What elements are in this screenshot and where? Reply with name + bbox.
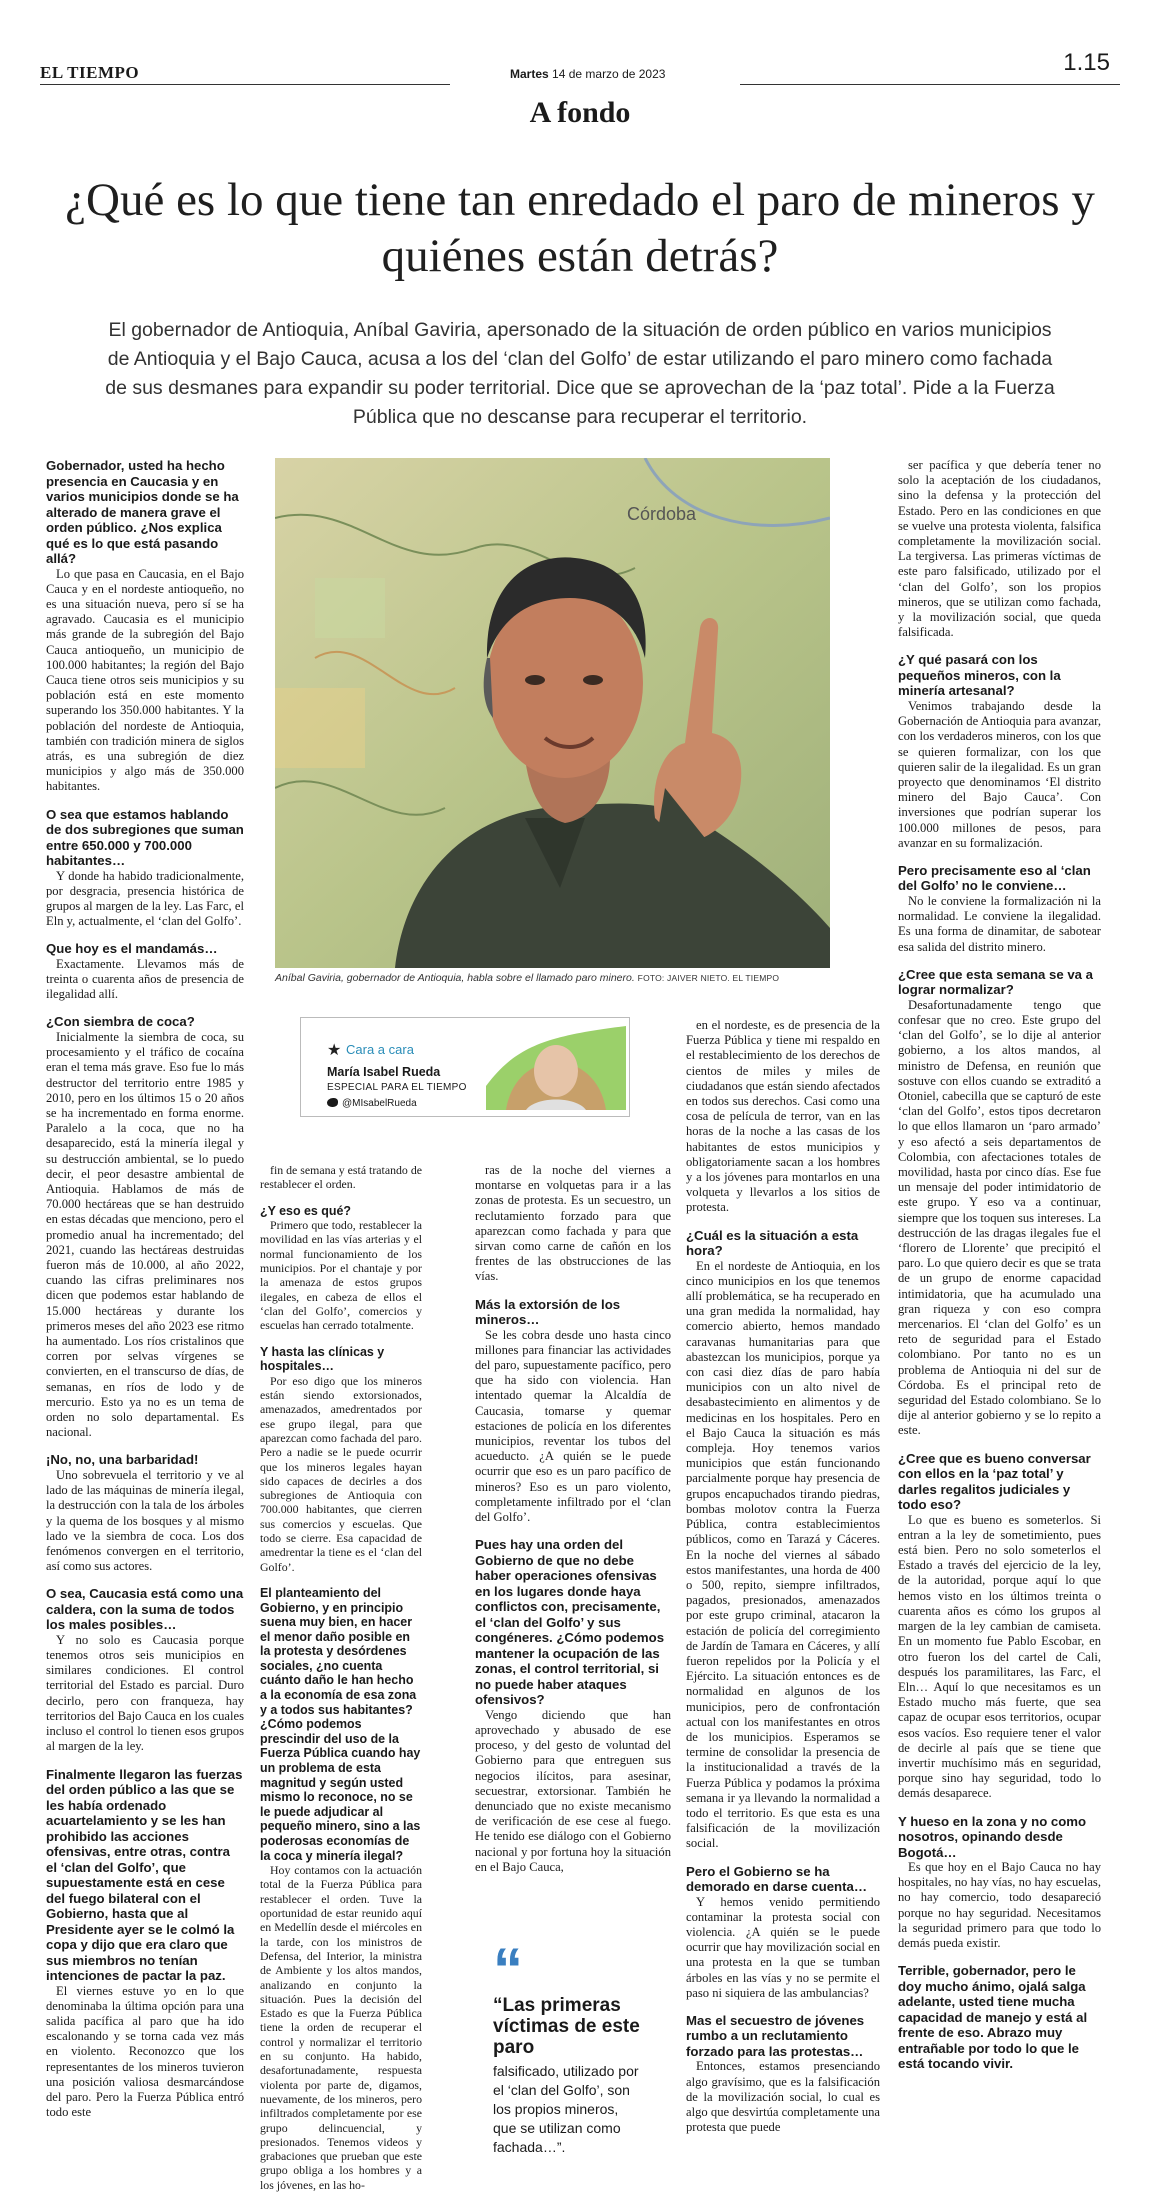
interview-answer: No le conviene la formalización ni la normalidad. Le conviene la ilegalidad. Es una forma de dinamitar, de sabotear esa salida del distrito minero. [898, 893, 1101, 954]
byline-handle-text: @MIsabelRueda [342, 1098, 417, 1109]
interview-question: Y hasta las clínicas y hospitales… [260, 1344, 385, 1374]
photo-credit: FOTO: JAIVER NIETO. EL TIEMPO [637, 973, 780, 983]
interview-question: Más la extorsión de los mineros… [475, 1296, 621, 1328]
article-column-2 [260, 1163, 422, 2192]
author-portrait [486, 1026, 626, 1110]
newspaper-name: EL TIEMPO [40, 63, 140, 82]
pull-quote-main: “Las primeras víctimas de este paro [493, 1995, 640, 2058]
article-column-5 [898, 458, 1101, 2072]
interview-question: Y hueso en la zona y no como nosotros, opinando desde Bogotá… [898, 1813, 1087, 1860]
interview-answer: fin de semana y está tratando de restablecer el orden. [260, 1163, 422, 1192]
article-column-4 [686, 1018, 880, 2136]
interview-question: Mas el secuestro de jóvenes rumbo a un reclutamiento forzado para las protestas… [686, 2012, 865, 2059]
byline-kicker: Cara a cara [346, 1042, 414, 1057]
interview-answer: Primero que todo, restablecer la movilidad en las vías arterias y el normal funcionamiento de los municipios. Por el chantaje y por la amenaza de estos grupos ilegales, en cabeza de ellos el ‘clan del Golfo’, comercios y escuelas han cerrado totalmente. [260, 1218, 422, 1333]
headline: ¿Qué es lo que tiene tan enredado el paro de mineros y quiénes están detrás? [65, 174, 1095, 282]
twitter-icon [327, 1098, 338, 1107]
interview-answer: Y hemos venido permitiendo contaminar la protesta social con violencia. ¿A quién se le puede ocurrir que hay movilización social en una protesta en la que se tumban árboles en las vías y no se permite el paso ni siquiera de las ambulancias? [686, 1894, 880, 2000]
byline-handle [327, 1098, 417, 1109]
interview-question: ¿Cree que es bueno conversar con ellos en la ‘paz total’ y darles regalitos judiciales y todo eso? [898, 1450, 1091, 1513]
interview-question: ¿Cree que esta semana se va a lograr normalizar? [898, 966, 1093, 998]
interview-answer: en el nordeste, es de presencia de la Fuerza Pública y tiene mi respaldo en el restablecimiento de los derechos de cientos de miles y miles de ciudadanos que están siendo afectados en todos sus derechos. Casi como una cosa de película de terror, van en las horas de la noche a las casas de los habitantes de estos municipios y obligatoriamente sacan a los hombres y a los jóvenes para montarlos en una volqueta y llevarlos a los sitios de protesta. [686, 1018, 880, 1215]
interview-question: Pues hay una orden del Gobierno de que no debe haber operaciones ofensivas en los lugares donde haya conflictos con, precisamente, el ‘clan del Golfo’ y sus congéneres. ¿Cómo podemos mantener la ocupación de las zonas, el control territorial, si no puede haber ataques ofensivos? [475, 1537, 665, 1708]
issue-date [510, 67, 665, 81]
interview-answer: Uno sobrevuela el territorio y ve al lado de las máquinas de minería ilegal, la destrucción con la tala de los árboles y la quema de los bosques y al mismo lado ve la siembra de coca. Los dos fenómenos convergen en el territorio, así como sus actores. [46, 1467, 244, 1574]
interview-question: ¿Cuál es la situación a esta hora? [686, 1227, 859, 1259]
masthead-rule-left [40, 84, 450, 85]
interview-answer: Inicialmente la siembra de coca, su procesamiento y el tráfico de cocaína eran el tema más grave. Eso fue lo más destructor del territorio entre 1985 y 2010, pero en los últimos 15 o 20 años se ha incrementado en forma enorme. Paralelo a la coca, que no ha desaparecido, está la minería ilegal y su destrucción ambiental, se lo puedo decir, el peor desastre ambiental de Antioquia. Hablamos de más de 70.000 hectáreas que se han destruido en estas décadas que menciono, pero el promedio anual ha incrementado; del 2021, cuando las hectáreas destruidas fueron más de 10.000, al año 2022, cuando las cifras preliminares nos dicen que podemos estar hablando de 15.000 hectáreas y durante los primeros meses del año 2023 ese ritmo ha aumentado. Los ríos cristalinos que corren por selvas vírgenes se convierten, en el transcurso de días, de semanas, en ríos de lodo y de mercurio. Esto ya no es un tema de orden no solo departamental. Es nacional. [46, 1029, 244, 1440]
photo-caption-text: Aníbal Gaviria, gobernador de Antioquia, habla sobre el llamado paro minero. [275, 972, 635, 984]
interview-question: Que hoy es el mandamás… [46, 941, 218, 957]
governor-photo [275, 458, 830, 968]
page-number: 1.15 [1063, 49, 1110, 76]
interview-answer: Exactamente. Llevamos más de treinta o cuarenta años de presencia de ilegalidad allí. [46, 956, 244, 1002]
masthead [40, 49, 1120, 85]
interview-answer: En el nordeste de Antioquia, en los cinco municipios en los que tenemos allí problemática, se ha recuperado en una gran medida la normalidad, hay comercio abierto, hemos mandado caravanas humanitarias para que abastezcan los municipios, porque ya con casi diez días de paro había municipios con un alto nivel de desabastecimiento en alimentos y de medicinas en los hospitales. Pero en el Bajo Cauca la situación es más compleja. Hoy tenemos varios municipios que están funcionando parcialmente porque hay presencia de grupos encapuchados tirando piedras, bombas molotov contra la Fuerza Pública, contra establecimientos públicos, como en Tarazá y Cáceres. En la noche del viernes al sábado estos manifestantes, una horda de 400 o 500, repito, siempre infiltrados, pagados, presionados, amenazados por este grupo criminal, atacaron la estación de policía del corregimiento de Jardín de Tamara en Cáceres, y allí fueron repelidos por la Policía y el Ejército. La situación entonces es de normalidad en algunos de los municipios, pero de confrontación actual con los manifestantes en otros de los municipios. Esperamos se termine de consolidar la presencia de la institucionalidad a través de la Fuerza Pública y podamos la próxima semana ir ya llevando la normalidad a todo el territorio. Es que esta es una falsificación de la movilización social. [686, 1258, 880, 1851]
interview-answer: Y donde ha habido tradicionalmente, por desgracia, presencia histórica de grupos al margen de la ley. Las Farc, el Eln y, actualmente, el ‘clan del Golfo’. [46, 868, 244, 929]
interview-answer: Venimos trabajando desde la Gobernación de Antioquia para avanzar, con los verdaderos mineros, con los que se quieren formalizar, con los que quieren salir de la ilegalidad. Es un gran proyecto que denominamos ‘El distrito minero del Bajo Cauca’. Con inversiones que podrían superar los 100.000 millones de pesos, para avanzar en su formalización. [898, 698, 1101, 850]
star-icon: ★ [327, 1040, 342, 1059]
issue-date-rest: 14 de marzo de 2023 [552, 67, 666, 81]
interview-answer: Se les cobra desde uno hasta cinco millones para financiar las actividades del paro, supuestamente pacífico, pero que ha sido con violencia. Han intentado quemar la Alcaldía de Caucasia, tomarse y quemar estaciones de policía en los diferentes municipios, reventar los tubos del acueducto. ¿A quién se le puede ocurrir que eso es un paro pacífico de mineros? Eso es un paro violento, completamente infiltrado por el ‘clan del Golfo’. [475, 1327, 671, 1525]
interview-question: O sea, Caucasia está como una caldera, con la suma de todos los males posibles… [46, 1586, 244, 1633]
interview-question: ¿Y eso es qué? [260, 1203, 352, 1218]
photo-caption [275, 972, 855, 984]
lede: El gobernador de Antioquia, Aníbal Gaviria, apersonado de la situación de orden público en varios municipios de Antioquia y el Bajo Cauca, acusa a los del ‘clan del Golfo’ de estar utilizando el paro minero como fachada de sus desmanes para expandir su poder territorial. Dice que se aprovechan de la ‘paz total’. Pide a la Fuerza Pública que no descanse para recuperar el territorio. [105, 319, 1055, 428]
interview-question: Gobernador, usted ha hecho presencia en Caucasia y en varios municipios donde se ha alterado de manera grave el orden público. ¿Nos explica qué es lo que está pasando allá? [46, 458, 239, 566]
interview-question: Pero precisamente eso al ‘clan del Golfo’ no le conviene… [898, 862, 1091, 894]
map-label: Córdoba [627, 504, 697, 524]
interview-answer: Lo que es bueno es someterlos. Si entran a la ley de sometimiento, pues está bien. Pero no solo someterlos el Estado a través del ejercicio de la ley, de la autoridad, porque aquí lo que hemos visto en los últimos treinta o cuarenta años es cómo los grupos al margen de la ley cambian de camiseta. En un momento fue Pablo Escobar, en otro fueron los del cartel de Cali, después los paramilitares, las Farc, el Eln… Aquí lo que necesitamos es un Estado mucho más fuerte, que sea capaz de ocupar esos territorios, ocupar esos vacíos. Eso requiere tener el valor de decirle al país que se tiene que invertir muchísimo más en seguridad, porque sino hay seguridad, todo lo demás desaparece. [898, 1512, 1101, 1801]
interview-answer: Vengo diciendo que han aprovechado y abusado de ese proceso, y del gesto de voluntad del Gobierno para que entreguen sus negocios ilícitos, para asesinar, secuestrar, extorsionar. También he denunciado que no existe mecanismo de verificación de ese cese al fuego. He tenido ese diálogo con el Gobierno nacional y por fortuna hoy la situación en el Bajo Cauca, [475, 1707, 671, 1874]
quote-mark-icon: “ [493, 1936, 523, 2003]
interview-question: El planteamiento del Gobierno, y en principio suena muy bien, en hacer el menor daño posible en la protesta y desórdenes sociales, ¿no cuenta cuánto daño le han hecho a la economía de esa zona y a todos sus habitantes? ¿Cómo podemos prescindir del uso de la Fuerza Pública cuando hay un problema de esta magnitud y según usted mismo lo reconoce, no se le puede adjudicar al pequeño minero, sino a las poderosas economías de la coca y minería ilegal? [260, 1585, 421, 1863]
masthead-rule-right [740, 84, 1120, 85]
interview-question: O sea que estamos hablando de dos subregiones que suman entre 650.000 y 700.000 habitantes… [46, 806, 244, 869]
article-column-3 [475, 1163, 671, 1875]
pull-quote-sub: falsificado, utilizado por el ‘clan del Golfo’, son los propios mineros, que se utilizan como fachada…”. [493, 2063, 639, 2155]
interview-question: ¿Con siembra de coca? [46, 1014, 195, 1030]
interview-question: Terrible, gobernador, pero le doy mucho ánimo, ojalá salga adelante, usted tiene mucha capacidad de manejo y está al frente de eso. Abrazo muy entrañable por todo lo que le está tocando vivir. [898, 1963, 1088, 2072]
interview-answer: Hoy contamos con la actuación total de la Fuerza Pública para restablecer el orden. Tuve la oportunidad de estar reunido aquí en Medellín desde el miércoles en la tarde, con los ministros de Defensa, del Interior, la ministra de Ambiente y los altos mandos, analizando en conjunto la situación. Pues la decisión del Estado es que la Fuerza Pública tiene la orden de recuperar el control y normalizar el territorio en su conjunto. Ha habido, desafortunadamente, respuesta violenta por parte de, digamos, nuevamente, de los mineros, pero infiltrados completamente por ese grupo delincuencial, y presionados. Tenemos videos y grabaciones que prueban que este grupo obliga a los hombres y a los jóvenes, en las ho- [260, 1863, 422, 2192]
governor-photo-illustration [275, 458, 830, 968]
interview-answer: Es que hoy en el Bajo Cauca no hay hospitales, no hay vías, no hay escuelas, no hay comercio, todo desapareció porque no hay seguridad. Necesitamos la seguridad primero para que todo lo demás pueda existir. [898, 1860, 1101, 1951]
article-column-1 [46, 458, 244, 2120]
byline-box [300, 1017, 630, 1117]
section-title: A fondo [529, 96, 631, 129]
byline-name: María Isabel Rueda [327, 1065, 441, 1079]
interview-answer: Y no solo es Caucasia porque tenemos otros seis municipios en similares condiciones. El control territorial del Estado es parcial. Duro decirlo, pero con franqueza, hay territorios del Bajo Cauca en los cuales incluso el control lo tienen esos grupos al margen de la ley. [46, 1632, 244, 1754]
interview-answer: Lo que pasa en Caucasia, en el Bajo Cauca y en el nordeste antioqueño, no es una situación nueva, pero sí se ha agravado. Caucasia es el municipio más grande de la subregión del Bajo Cauca antioqueño, un municipio de 100.000 habitantes; la región del Bajo Cauca tiene otros seis municipios y su población está en este momento superando los 350.000 habitantes. Y la población del nordeste de Antioquia, también con tradición minera de siglos atrás, es una subregión de diez municipios y algo más de 350.000 habitantes. [46, 566, 244, 794]
interview-question: Pero el Gobierno se ha demorado en darse cuenta… [686, 1863, 868, 1895]
interview-answer: Por eso digo que los mineros están siendo extorsionados, amenazados, amedrentados por ese grupo ilegal, para que aparezcan como fachada del paro. Pero a nadie se le puede ocurrir que los mineros legales hayan sido capaces de decirles a dos subregiones de Antioquia con 700.000 habitantes, que cierren sus comercios y escuelas. Que todo se cierre. Esa capacidad de amedrentar la tiene es el ‘clan del Golfo’. [260, 1373, 422, 1574]
interview-question: Finalmente llegaron las fuerzas del orden público a las que se les había ordenado acuartelamiento y se les han prohibido las acciones ofensivas, entre otras, contra el ‘clan del Golfo’, que supuestamente está en cese del fuego bilateral con el Gobierno, hasta que al Presidente ayer se le colmó la copa y dijo que era claro que sus miembros no tenían intenciones de pactar la paz. [46, 1766, 243, 1983]
interview-question: ¿Y qué pasará con los pequeños mineros, con la minería artesanal? [898, 652, 1061, 699]
pull-quote [493, 1936, 643, 2157]
interview-answer: El viernes estuve yo en lo que denominaba la última opción para una salida pacífica al paro que ha ido escalonando y se torna cada vez más en violento. Reconozco que los representantes de los mineros tuvieron una posición valiosa desmarcándose del paro. Pero la Fuerza Pública entró todo este [46, 1983, 244, 2120]
interview-question: ¡No, no, una barbaridad! [46, 1452, 199, 1468]
interview-answer: ser pacífica y que debería tener no solo la aceptación de los ciudadanos, sino la defensa y la protección del Estado. Pero en las condiciones en que se vuelve una protesta violenta, falsifica completamente la movilización social. La tergiversa. Las primeras víctimas de este paro falsificado, utilizado por el ‘clan del Golfo’, son los propios mineros, que se utilizan como fachada, y la movilización social, que queda falsificada. [898, 458, 1101, 640]
issue-day: Martes [510, 67, 549, 81]
interview-answer: ras de la noche del viernes a montarse en volquetas para ir a las zonas de protesta. Es un secuestro, un reclutamiento forzado para que aparezcan como fachada y para que sirvan como carne de cañón en los frentes de las obstrucciones de las vías. [475, 1163, 671, 1284]
interview-answer: Entonces, estamos presenciando algo gravísimo, que es la falsificación de la movilización social, lo cual es algo que desvirtúa completamente una protesta que puede [686, 2059, 880, 2135]
interview-answer: Desafortunadamente tengo que confesar que no creo. Este grupo del ‘clan del Golfo’, se lo dije al anterior gobierno, a los altos mandos, al ministro de Defensa, en reunión que sostuve con ellos cuando se extraditó a Otoniel, cabecilla que se capturó de este ‘clan del Golfo’, estos tipos decretaron lo que ellos llamaron un ‘paro armado’ y eso afectó a seis departamentos de Colombia, con afectaciones totales de movilidad, hasta por cinco días. Ese fue un mensaje del poder intimidatorio de este grupo. Y eso va a continuar, siempre que los toquen sus intereses. La destrucción de las dragas ilegales fue el ‘florero de Llorente’ que precipitó el paro. Lo que quiero decir es que se trata de un grupo de enorme capacidad intimidatoria, que ha acumulado una gran riqueza y con eso compra mercenarios. El ‘clan del Golfo’ es un reto de seguridad para el Estado colombiano. Por tanto no es un problema de Antioquia ni del sur de Córdoba. Es el principal reto de seguridad del Estado colombiano. Se lo dije al anterior gobierno y se lo repito a este. [898, 997, 1101, 1438]
byline-role: ESPECIAL PARA EL TIEMPO [327, 1082, 467, 1093]
